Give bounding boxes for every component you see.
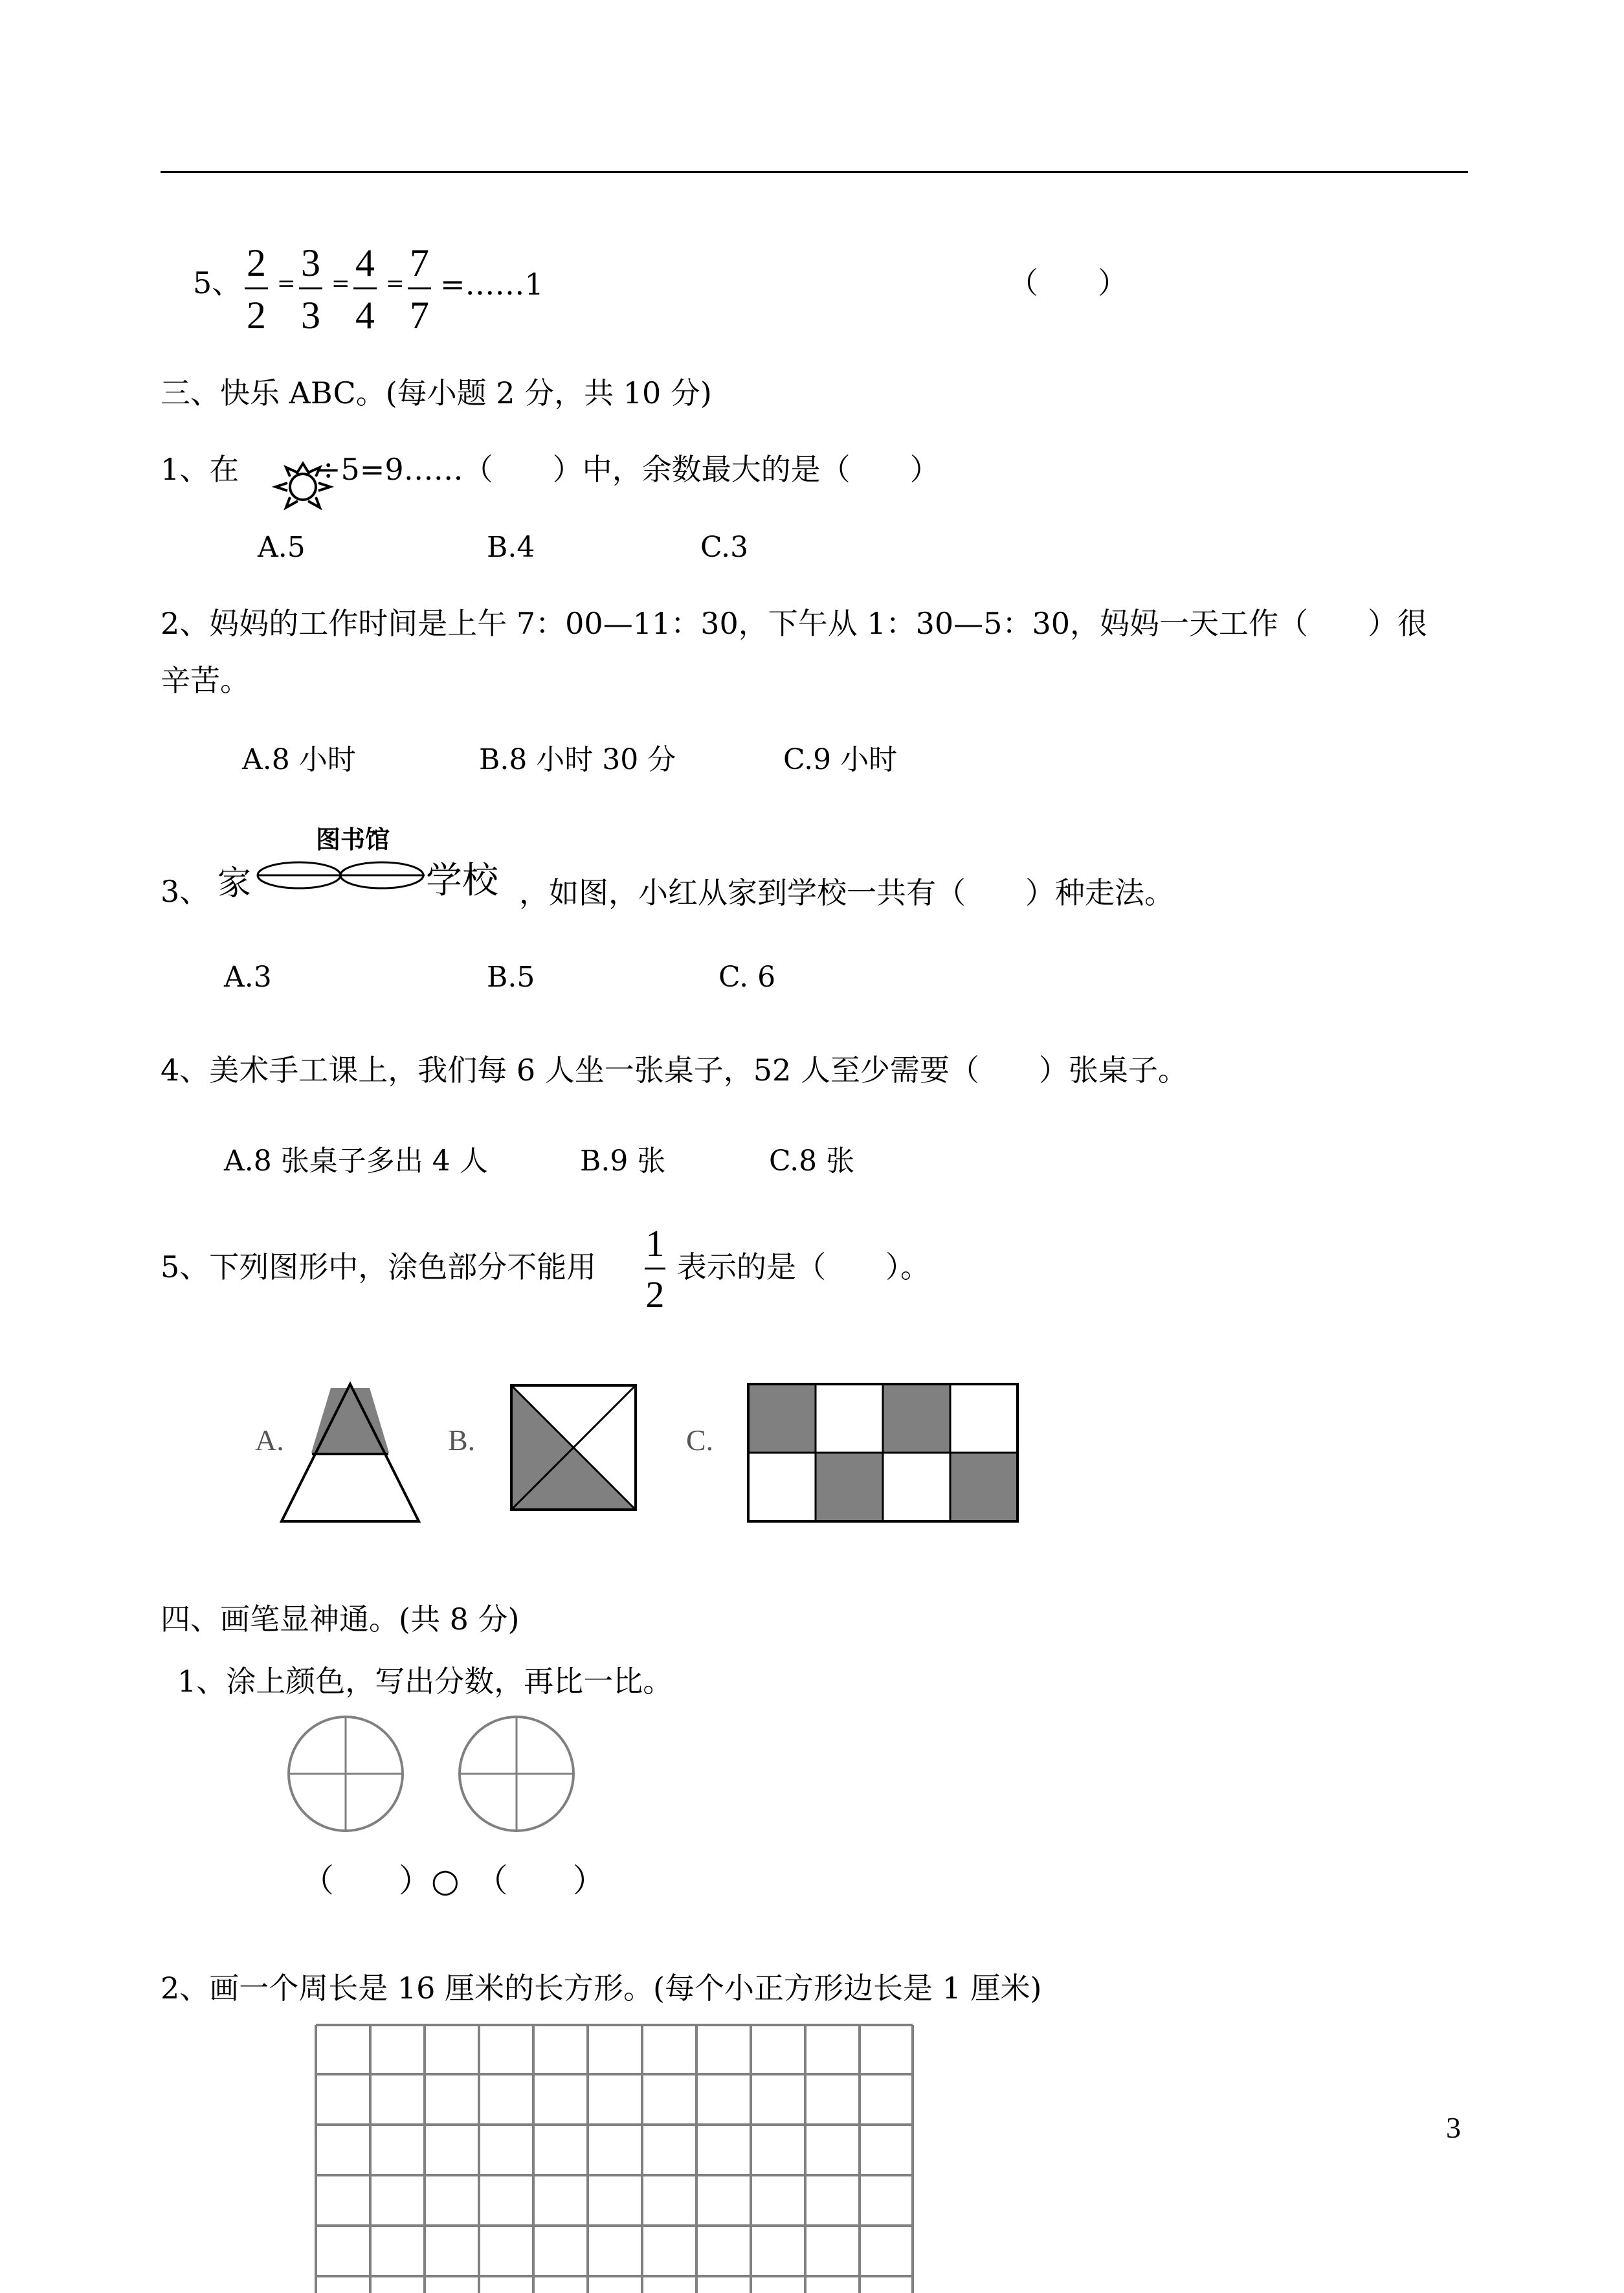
s4-q1-text: 1、涂上颜色，写出分数，再比一比。: [177, 1664, 673, 1699]
q5-suffix: 表示的是（ ）。: [677, 1249, 930, 1284]
q1-option-b[interactable]: B.4: [487, 531, 535, 564]
section4-title: 四、画笔显神通。(共 8 分): [161, 1602, 520, 1637]
tf-item5-answer-paren[interactable]: （ ）: [1008, 265, 1128, 300]
q4-option-b[interactable]: B.9 张: [580, 1145, 666, 1178]
shape-c-label: C.: [686, 1424, 714, 1457]
fraction-7-7: 7 7: [408, 243, 431, 335]
page-number: 3: [1446, 2111, 1461, 2144]
square-grid[interactable]: [315, 2024, 914, 2293]
school-label: 学校: [426, 860, 498, 902]
section3-title: 三、快乐 ABC。(每小题 2 分，共 10 分): [161, 375, 712, 410]
library-label: 图书馆: [316, 825, 390, 854]
fraction-one-half: 1 2: [645, 1222, 665, 1315]
q3-text: ，如图，小红从家到学校一共有（ ）种走法。: [519, 875, 1174, 910]
q5-prefix: 5、下列图形中，涂色部分不能用: [161, 1249, 597, 1284]
equals-sign: =: [331, 271, 350, 296]
shape-b-square[interactable]: [509, 1383, 638, 1512]
q2-text-line1: 2、妈妈的工作时间是上午 7：00—11：30，下午从 1：30—5：30，妈妈一天工作（ ）很: [161, 606, 1427, 641]
fraction-4-4: 4 4: [353, 243, 377, 335]
home-label: 家: [217, 864, 252, 903]
q3-number: 3、: [161, 874, 210, 909]
shape-b-label: B.: [448, 1424, 476, 1457]
shape-a-triangle[interactable]: [278, 1381, 422, 1525]
tf-item5-tail: =……1: [440, 267, 544, 302]
compare-blanks[interactable]: （ ）○ （ ）: [302, 1862, 605, 1899]
q4-option-c[interactable]: C.8 张: [769, 1145, 855, 1178]
shape-c-rectangle[interactable]: [746, 1381, 1020, 1524]
fraction-3-3: 3 3: [299, 243, 322, 335]
q2-option-a[interactable]: A.8 小时: [242, 743, 356, 776]
q3-option-b[interactable]: B.5: [487, 961, 535, 994]
equals-sign: =: [386, 271, 405, 296]
top-rule: [161, 171, 1468, 173]
route-diagram: [217, 820, 522, 904]
q4-option-a[interactable]: A.8 张桌子多出 4 人: [224, 1145, 488, 1178]
circle-quarters-left[interactable]: [286, 1714, 405, 1833]
shape-a-label: A.: [255, 1424, 284, 1457]
circle-quarters-right[interactable]: [457, 1714, 576, 1833]
q1-text: ÷5=9……（ ）中，余数最大的是（ ）: [316, 452, 940, 487]
equals-sign: =: [277, 271, 296, 296]
q2-option-c[interactable]: C.9 小时: [783, 743, 898, 776]
route-ellipses: [256, 857, 426, 893]
q1-option-a[interactable]: A.5: [258, 531, 306, 564]
q3-option-a[interactable]: A.3: [224, 961, 272, 994]
q1-prefix: 1、在: [161, 452, 239, 487]
q3-option-c[interactable]: C. 6: [718, 961, 776, 994]
q2-text-line2: 辛苦。: [161, 663, 250, 698]
q2-option-b[interactable]: B.8 小时 30 分: [479, 743, 676, 776]
q1-option-c[interactable]: C.3: [700, 531, 749, 564]
tf-item5-number: 5、: [193, 265, 242, 300]
fraction-2-2: 2 2: [245, 243, 268, 335]
s4-q2-text: 2、画一个周长是 16 厘米的长方形。(每个小正方形边长是 1 厘米): [161, 1971, 1042, 2006]
q4-text: 4、美术手工课上，我们每 6 人坐一张桌子，52 人至少需要（ ）张桌子。: [161, 1053, 1188, 1088]
